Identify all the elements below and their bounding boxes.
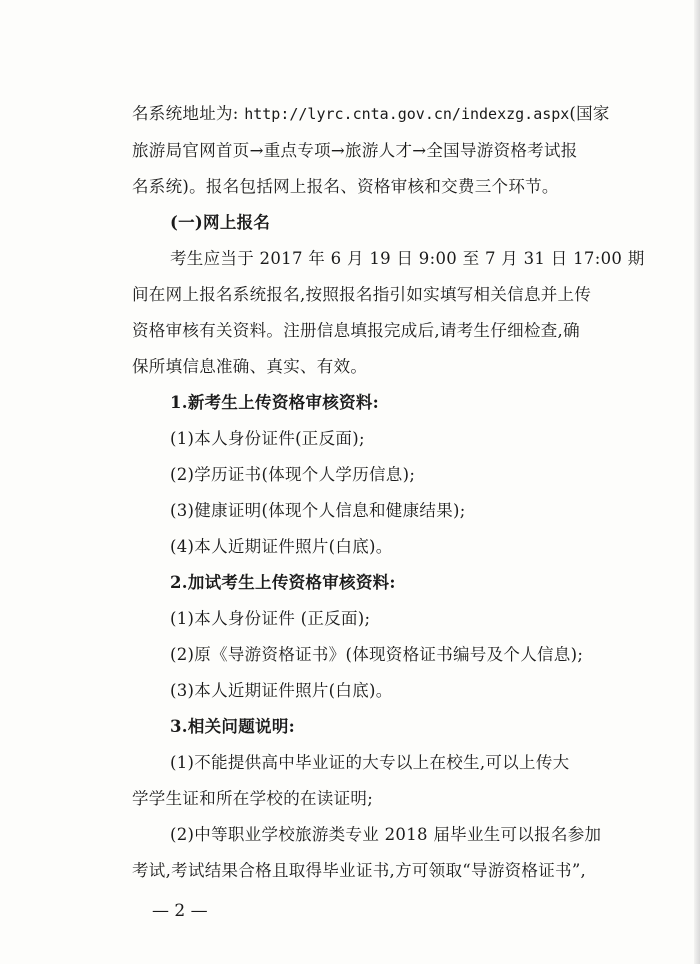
url-suffix: (国家 <box>569 104 610 123</box>
heading-additional-exam: 2.加试考生上传资格审核资料: <box>170 573 396 592</box>
text-line-7: 资格审核有关资料。注册信息填报完成后,请考生仔细检查,确 <box>132 321 580 340</box>
scan-edge <box>694 0 700 964</box>
heading-related-issues: 3.相关问题说明: <box>170 717 296 736</box>
list-item-guide-cert: (2)原《导游资格证书》(体现资格证书编号及个人信息); <box>170 645 584 664</box>
text-line-5: 考生应当于 2017 年 6 月 19 日 9:00 至 7 月 31 日 17:00 期 <box>170 249 645 268</box>
text-line-23: (2)中等职业学校旅游类专业 2018 届毕业生可以报名参加 <box>170 825 602 844</box>
text-line-24: 考试,考试结果合格且取得毕业证书,方可领取“导游资格证书”, <box>132 861 587 880</box>
text-line-8: 保所填信息准确、真实、有效。 <box>132 357 368 376</box>
text-line-6: 间在网上报名系统报名,按照报名指引如实填写相关信息并上传 <box>132 285 592 304</box>
page-number: — 2 — <box>152 901 208 921</box>
list-item-id-card-2: (1)本人身份证件 (正反面); <box>170 609 371 628</box>
text-line-3: 名系统)。报名包括网上报名、资格审核和交费三个环节。 <box>132 177 559 196</box>
text-line-21: (1)不能提供高中毕业证的大专以上在校生,可以上传大 <box>170 753 570 772</box>
section-heading-online-registration: (一)网上报名 <box>170 213 271 232</box>
text-line-22: 学学生证和所在学校的在读证明; <box>132 789 374 808</box>
text-line-2: 旅游局官网首页→重点专项→旅游人才→全国导游资格考试报 <box>132 141 578 160</box>
list-item-photo: (4)本人近期证件照片(白底)。 <box>170 537 393 556</box>
registration-url: http://lyrc.cnta.gov.cn/indexzg.aspx <box>244 105 570 123</box>
url-prefix: 名系统地址为: <box>132 104 245 123</box>
list-item-id-card: (1)本人身份证件(正反面); <box>170 429 365 448</box>
heading-new-candidates: 1.新考生上传资格审核资料: <box>170 393 380 412</box>
list-item-photo-2: (3)本人近期证件照片(白底)。 <box>170 681 393 700</box>
list-item-health-cert: (3)健康证明(体现个人信息和健康结果); <box>170 501 466 520</box>
text-line-1 <box>132 103 610 125</box>
list-item-diploma: (2)学历证书(体现个人学历信息); <box>170 465 416 484</box>
